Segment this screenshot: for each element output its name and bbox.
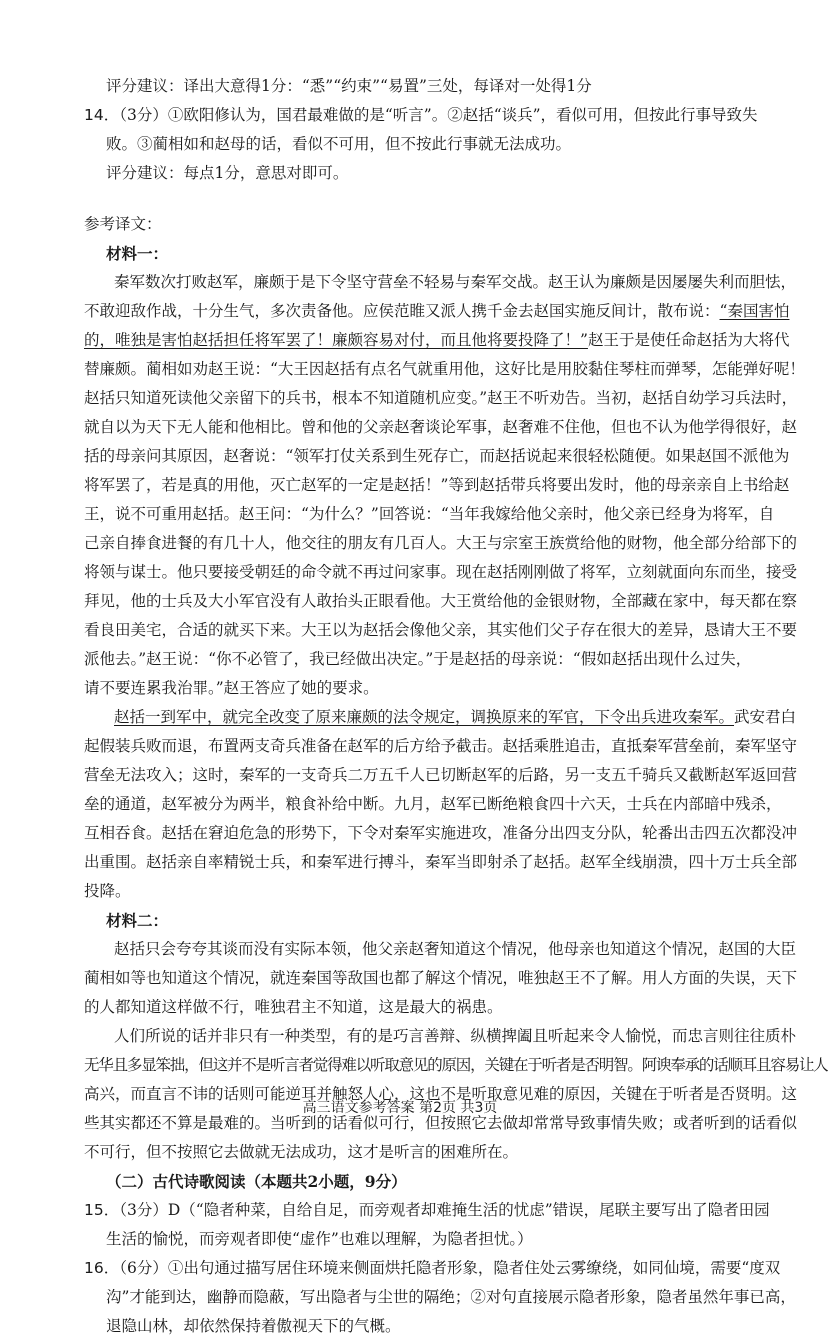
m1-line: 垒的通道，赵军被分为两半，粮食补给中断。九月，赵军已断绝粮食四十六天，士兵在内部暗中残杀， bbox=[84, 795, 782, 813]
m1-underlined-text: 的，唯独是害怕赵括担任将军罢了！廉颇容易对付，而且他将要投降了！” bbox=[84, 331, 588, 349]
m1-line: 己亲自捧食进餐的有几十人，他交往的朋友有几百人。大王与宗室王族赏给他的财物，他全部分给部下的 bbox=[84, 534, 798, 552]
m1-line: 秦军数次打败赵军，廉颇于是下令坚守营垒不轻易与秦军交战。赵王认为廉颇是因屡屡失利而胆怯， bbox=[114, 273, 797, 291]
m2-line: 赵括只会夸夸其谈而没有实际本领，他父亲赵奢知道这个情况，他母亲也知道这个情况，赵国的大臣 bbox=[114, 940, 797, 958]
page-footer: 高三语文参考答案 第2页 共3页 bbox=[302, 1100, 498, 1116]
m1-line: 出重围。赵括亲自率精锐士兵，和秦军进行搏斗，秦军当即射杀了赵括。赵军全线崩溃，四十万士兵全部 bbox=[84, 853, 798, 871]
material-2-paragraph-1 bbox=[84, 935, 798, 1022]
material-1-title: 材料一： bbox=[106, 244, 169, 263]
m1-underlined-text: “秦国害怕 bbox=[719, 302, 790, 320]
m2-line: 不可行，但不按照它去做就无法成功，这才是听言的困难所在。 bbox=[84, 1143, 519, 1161]
m1-line: 投降。 bbox=[84, 882, 131, 900]
q14-line-1 bbox=[84, 101, 758, 130]
material-2-title: 材料二： bbox=[106, 911, 169, 930]
q16-number: 16． bbox=[84, 1259, 120, 1277]
m1-line: 将领与谋士。他只要接受朝廷的命令就不再过问家事。现在赵括刚刚做了将军，立刻就面向东而坐，接受 bbox=[84, 563, 798, 581]
m1-line: 请不要连累我治罪。”赵王答应了她的要求。 bbox=[84, 679, 379, 697]
q14-line-2: 败。③蔺相如和赵母的话，看似不可用，但不按此行事就无法成功。 bbox=[106, 135, 572, 153]
m1-line bbox=[84, 326, 790, 355]
translation-title: 参考译文： bbox=[84, 215, 162, 233]
q14-number: 14． bbox=[84, 106, 120, 124]
m1-line bbox=[84, 703, 797, 732]
m2-line: 高兴，而直言不讳的话则可能逆耳并触怒人心，这也不是听取意见难的原因，关键在于听者是否贤明。这 bbox=[84, 1085, 798, 1103]
material-1-paragraph-1 bbox=[84, 268, 805, 703]
m1-line: 互相吞食。赵括在窘迫危急的形势下，下令对秦军实施进攻，准备分出四支分队，轮番出击四五次都没冲 bbox=[84, 824, 798, 842]
m2-line: 的人都知道这样做不行，唯独君主不知道，这是最大的祸患。 bbox=[84, 998, 503, 1016]
q16-line-3: 退隐山林，却依然保持着傲视天下的气概。 bbox=[106, 1317, 401, 1335]
q16-text-1: （6分）①出句通过描写居住环境来侧面烘托隐者形象，隐者住处云雾缭绕，如同仙境，需要“度双 bbox=[119, 1259, 781, 1277]
m1-line: 就自以为天下无人能和他相比。曾和他的父亲赵奢谈论军事，赵奢难不住他，但也不认为他学得很好，赵 bbox=[84, 418, 798, 436]
m1-line: 括的母亲问其原因，赵奢说：“领军打仗关系到生死存亡，而赵括说起来很轻松随便。如果赵国不派他为 bbox=[84, 447, 790, 465]
m1-line: 营垒无法攻入；这时，秦军的一支奇兵二万五千人已切断赵军的后路，另一支五千骑兵又截断赵军返回营 bbox=[84, 766, 798, 784]
m1-text: 不敢迎敌作战，十分生气，多次责备他。应侯范睢又派人携千金去赵国实施反间计，散布说： bbox=[84, 302, 720, 320]
q14-text-1: （3分）①欧阳修认为，国君最难做的是“听言”。②赵括“谈兵”，看似可用，但按此行事导致失 bbox=[119, 106, 758, 124]
m1-line: 拜见，他的士兵及大小军官没有人敢抬头正眼看他。大王赏给他的金银财物，全部藏在家中，每天都在察 bbox=[84, 592, 798, 610]
q13-scoring-note: 评分建议：译出大意得1分：“悉”“约束”“易置”三处，每译对一处得1分 bbox=[106, 77, 592, 95]
q15-line-2: 生活的愉悦，而旁观者即使“虚作”也难以理解，为隐者担忧。） bbox=[106, 1230, 533, 1248]
m1-line: 替廉颇。蔺相如劝赵王说：“大王因赵括有点名气就重用他，这好比是用胶黏住琴柱而弹琴，怎能弹好呢！ bbox=[84, 360, 805, 378]
q15-number: 15． bbox=[84, 1201, 120, 1219]
m2-line: 些其实都还不算是最难的。当听到的话看似可行，但按照它去做却常常导致事情失败；或者听到的话看似 bbox=[84, 1114, 798, 1132]
q15-line-1 bbox=[84, 1196, 770, 1225]
q16-line-1 bbox=[84, 1254, 781, 1283]
m1-line: 派他去。”赵王说：“你不必管了，我已经做出决定。”于是赵括的母亲说：“假如赵括出现什么过失， bbox=[84, 650, 752, 668]
m1-line: 王，说不可重用赵括。赵王问：“为什么？”回答说：“当年我嫁给他父亲时，他父亲已经身为将军，自 bbox=[84, 505, 775, 523]
section-2-title: （二）古代诗歌阅读（本题共2小题，9分） bbox=[106, 1172, 407, 1191]
m1-line bbox=[84, 297, 790, 326]
m1-line: 起假装兵败而退，布置两支奇兵准备在赵军的后方给予截击。赵括乘胜追击，直抵秦军营垒前，秦军坚守 bbox=[84, 737, 798, 755]
m1-line: 将军罢了，若是真的用他，灭亡赵军的一定是赵括！”等到赵括带兵将要出发时，他的母亲亲自上书给赵 bbox=[84, 476, 790, 494]
m1-line: 看良田美宅，合适的就买下来。大王以为赵括会像他父亲，其实他们父子存在很大的差异，恳请大王不要 bbox=[84, 621, 798, 639]
m2-line: 人们所说的话并非只有一种类型，有的是巧言善辩、纵横捭阖且听起来令人愉悦，而忠言则往往质朴 bbox=[114, 1027, 797, 1045]
m1-line: 赵括只知道死读他父亲留下的兵书，根本不知道随机应变。”赵王不听劝告。当初，赵括自幼学习兵法时， bbox=[84, 389, 798, 407]
q16-line-2: 沟”才能到达，幽静而隐蔽，写出隐者与尘世的隔绝；②对句直接展示隐者形象，隐者虽然年事已高， bbox=[106, 1288, 796, 1306]
q15-text-1: （3分）D（“隐者种菜，自给自足，而旁观者却难掩生活的忧虑”错误，尾联主要写出了隐者田园 bbox=[119, 1201, 770, 1219]
material-2-paragraph-2 bbox=[84, 1022, 828, 1167]
m1-text: 武安君白 bbox=[734, 708, 797, 726]
m2-line: 无华且多显笨拙，但这并不是听言者觉得难以听取意见的原因，关键在于听者是否明智。阿谀奉承的话顺耳且容易让人 bbox=[84, 1056, 828, 1074]
m1-text: 赵王于是使任命赵括为大将代 bbox=[587, 331, 790, 349]
q14-scoring-note: 评分建议：每点1分，意思对即可。 bbox=[106, 164, 349, 182]
m1-underlined-text: 赵括一到军中，就完全改变了原来廉颇的法令规定，调换原来的军官，下令出兵进攻秦军。 bbox=[114, 708, 735, 726]
material-1-paragraph-2 bbox=[84, 703, 798, 906]
m2-line: 蔺相如等也知道这个情况，就连秦国等敌国也都了解这个情况，唯独赵王不了解。用人方面的失误，天下 bbox=[84, 969, 798, 987]
